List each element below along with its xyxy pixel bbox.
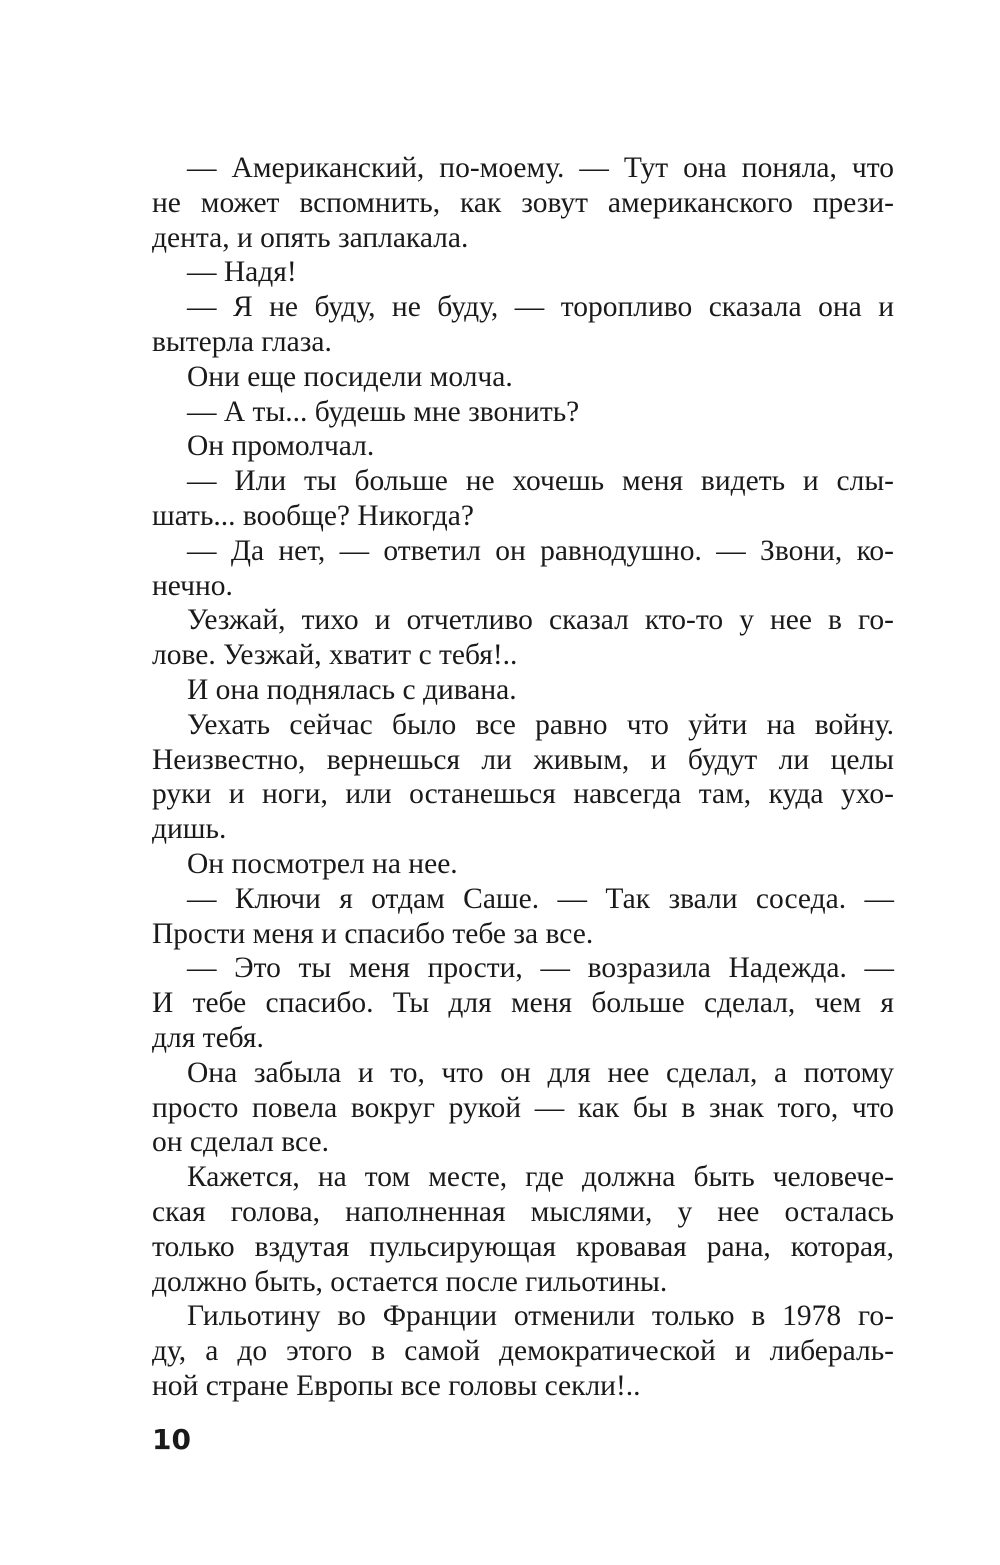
text-line: он сделал все. [152,1126,329,1159]
text-line: — Американский, по-моему. — Тут она поняла, что [187,152,894,184]
text-line: дишь. [152,813,227,846]
page-number: 10 [152,1423,191,1456]
text-line: просто повела вокруг рукой — как бы в знак того, что [152,1091,894,1124]
text-line: не может вспомнить, как зовут американского прези- [152,186,894,219]
text-line: И тебе спасибо. Ты для меня больше сделал, чем я [152,987,894,1020]
text-line: Уехать сейчас было все равно что уйти на войну. [187,708,894,741]
text-line: Она забыла и то, что он для нее сделал, а потому [187,1056,894,1089]
text-line: Уезжай, тихо и отчетливо сказал кто-то у нее в го- [187,604,894,637]
text-line: ду, а до этого в самой демократической и либераль- [152,1335,894,1368]
text-line: — А ты... будешь мне звонить? [187,395,580,428]
text-line: — Ключи я отдам Саше. — Так звали соседа. — [187,882,894,915]
text-line: вытерла глаза. [152,325,332,358]
text-line: И она поднялась с дивана. [187,673,517,706]
text-line: шать... вообще? Никогда? [152,499,474,532]
text-line: ская голова, наполненная мыслями, у нее осталась [152,1195,894,1228]
text-line: — Да нет, — ответил он равнодушно. — Звони, ко- [187,534,894,567]
text-line: должно быть, остается после гильотины. [152,1265,668,1298]
text-line: только вздутая пульсирующая кровавая рана, которая, [152,1230,894,1263]
text-line: нечно. [152,569,233,602]
text-line: Он посмотрел на нее. [187,847,458,880]
text-line: — Или ты больше не хочешь меня видеть и слы- [187,465,894,498]
text-line: лове. Уезжай, хватит с тебя!.. [152,639,518,672]
text-line: для тебя. [152,1021,264,1054]
text-line: Они еще посидели молча. [187,360,513,393]
text-line: Неизвестно, вернешься ли живым, и будут ли целы [152,743,894,776]
text-line: руки и ноги, или останешься навсегда там, куда ухо- [152,778,894,811]
text-line: Прости меня и спасибо тебе за все. [152,917,594,950]
text-line: дента, и опять заплакала. [152,221,469,254]
text-line: — Надя! [187,256,297,289]
text-line: — Я не буду, не буду, — торопливо сказала она и [187,291,894,324]
text-line: Кажется, на том месте, где должна быть человече- [187,1161,894,1194]
page-body-text [152,151,894,1404]
text-line: ной стране Европы все головы секли!.. [152,1369,641,1402]
text-line: — Это ты меня прости, — возразила Надежда. — [187,952,894,985]
text-line: Он промолчал. [187,430,375,463]
text-line: Гильотину во Франции отменили только в 1978 го- [187,1300,894,1333]
